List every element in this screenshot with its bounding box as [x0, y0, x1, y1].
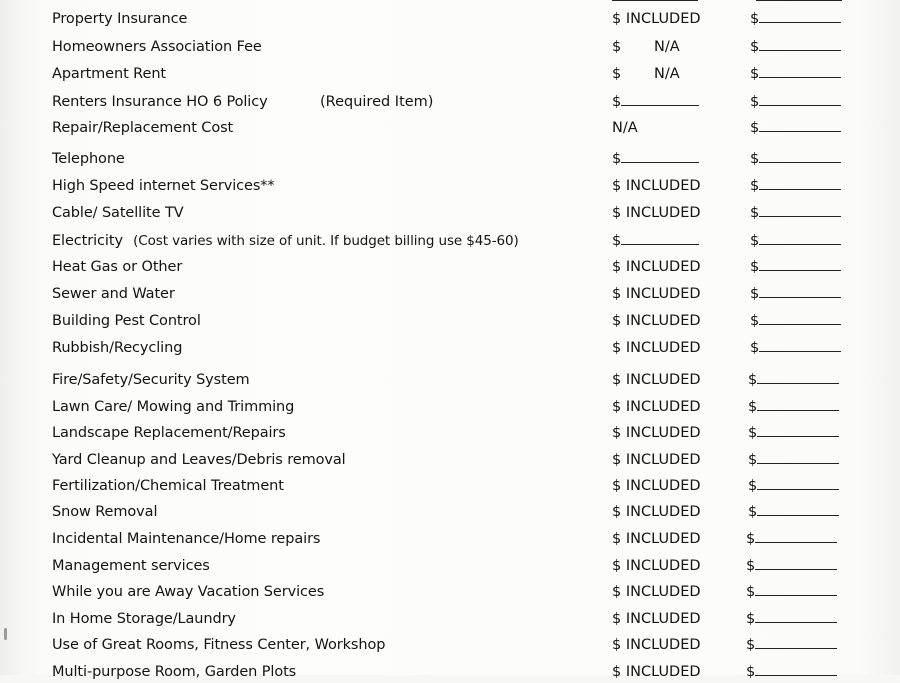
item-label	[52, 63, 166, 85]
your-cost	[748, 501, 839, 523]
item-label-text: Repair/Replacement Cost	[52, 120, 234, 136]
dollar-sign: $	[612, 39, 622, 55]
your-cost	[750, 91, 841, 113]
community-cost	[612, 422, 701, 444]
dollar-sign: $	[748, 372, 758, 388]
community-cost	[612, 36, 680, 58]
dollar-sign: $	[612, 425, 626, 441]
your-cost-blank-field[interactable]	[759, 175, 841, 190]
your-cost	[750, 8, 841, 30]
your-cost-blank-field[interactable]	[755, 528, 837, 543]
item-label	[52, 337, 182, 359]
community-cost	[612, 8, 701, 30]
dollar-sign: $	[612, 504, 626, 520]
dollar-sign: $	[612, 286, 626, 302]
dollar-sign: $	[612, 611, 626, 627]
dollar-sign: $	[750, 151, 760, 167]
your-cost-blank-field[interactable]	[759, 63, 841, 78]
community-cost	[612, 449, 701, 471]
dollar-sign: $	[750, 340, 760, 356]
your-cost-blank-field[interactable]	[757, 369, 839, 384]
item-label-text: Heat Gas or Other	[52, 259, 183, 275]
table-row	[0, 501, 900, 523]
dollar-sign: $	[612, 259, 626, 275]
table-row	[0, 256, 900, 278]
dollar-sign: $	[612, 478, 626, 494]
dollar-sign: $	[750, 178, 760, 194]
community-cost	[612, 256, 701, 278]
your-cost-blank-field[interactable]	[755, 581, 837, 596]
cost-value: N/A	[612, 120, 638, 136]
item-label	[52, 117, 233, 139]
your-cost-blank-field[interactable]	[757, 422, 839, 437]
table-row	[0, 528, 900, 550]
item-label	[52, 501, 157, 523]
your-cost	[750, 256, 841, 278]
your-cost-blank-field[interactable]	[759, 91, 841, 106]
your-cost-blank-field[interactable]	[759, 230, 841, 245]
item-label-text: High Speed internet Services**	[52, 178, 275, 194]
item-label-text: Telephone	[52, 151, 125, 167]
dollar-sign: $	[750, 286, 760, 302]
item-label	[52, 202, 184, 224]
your-cost-blank-field[interactable]	[757, 475, 839, 490]
cost-blank-field[interactable]	[621, 148, 699, 163]
table-row	[0, 581, 900, 603]
your-cost	[746, 634, 837, 656]
cost-value: INCLUDED	[625, 178, 701, 194]
table-row	[0, 475, 900, 497]
table-row	[0, 36, 900, 58]
item-label-text: Incidental Maintenance/Home repairs	[52, 531, 321, 547]
community-cost	[612, 117, 638, 139]
cost-value: INCLUDED	[625, 584, 701, 600]
community-cost	[612, 528, 701, 550]
item-label-text: Cable/ Satellite TV	[52, 205, 184, 221]
your-cost-blank-field[interactable]	[759, 310, 841, 325]
dollar-sign: $	[750, 94, 760, 110]
item-label	[52, 283, 175, 305]
item-label	[52, 256, 182, 278]
dollar-sign: $	[750, 120, 760, 136]
your-cost	[748, 475, 839, 497]
your-cost	[748, 396, 839, 418]
your-cost	[750, 230, 841, 252]
table-row	[0, 608, 900, 630]
cost-value: INCLUDED	[625, 11, 701, 27]
community-cost	[612, 337, 701, 359]
page-edge-mark	[4, 628, 7, 640]
item-label-text: Landscape Replacement/Repairs	[52, 425, 286, 441]
dollar-sign: $	[746, 611, 756, 627]
item-label-text: While you are Away Vacation Services	[52, 584, 325, 600]
community-cost	[612, 148, 699, 170]
dollar-sign: $	[612, 178, 626, 194]
community-cost	[612, 230, 699, 252]
item-label-text: Building Pest Control	[52, 313, 201, 329]
cut-off-your-cost-blank	[756, 0, 842, 1]
your-cost	[746, 528, 837, 550]
table-row	[0, 117, 900, 139]
cost-value: INCLUDED	[625, 340, 701, 356]
community-cost	[612, 91, 699, 113]
item-label-text: Sewer and Water	[52, 286, 175, 302]
item-label-text: Lawn Care/ Mowing and Trimming	[52, 399, 295, 415]
dollar-sign: $	[748, 425, 758, 441]
community-cost	[612, 175, 701, 197]
dollar-sign: $	[612, 372, 626, 388]
item-label-text: Homeowners Association Fee	[52, 39, 262, 55]
community-cost	[612, 501, 701, 523]
table-row	[0, 449, 900, 471]
cost-value: INCLUDED	[625, 611, 701, 627]
dollar-sign: $	[612, 205, 626, 221]
item-label-text: Snow Removal	[52, 504, 158, 520]
dollar-sign: $	[750, 313, 760, 329]
item-label-text: Management services	[52, 558, 210, 574]
your-cost-blank-field[interactable]	[759, 283, 841, 298]
item-label-text: Fertilization/Chemical Treatment	[52, 478, 284, 494]
required-note: (Required Item)	[320, 94, 434, 110]
table-row	[0, 634, 900, 656]
your-cost	[748, 422, 839, 444]
cost-value: INCLUDED	[625, 531, 701, 547]
item-label	[52, 175, 275, 197]
dollar-sign: $	[612, 584, 626, 600]
your-cost	[750, 310, 841, 332]
item-label	[52, 581, 324, 603]
your-cost-blank-field[interactable]	[755, 661, 837, 676]
item-label	[52, 634, 385, 656]
table-row	[0, 283, 900, 305]
your-cost	[750, 63, 841, 85]
community-cost	[612, 396, 701, 418]
item-label	[52, 555, 210, 577]
dollar-sign: $	[612, 233, 622, 249]
item-label	[52, 91, 268, 113]
item-inline-note: (Cost varies with size of unit. If budget billing use $45-60)	[128, 233, 519, 249]
dollar-sign: $	[612, 637, 626, 653]
your-cost-blank-field[interactable]	[759, 117, 841, 132]
your-cost-blank-field[interactable]	[755, 555, 837, 570]
table-row	[0, 422, 900, 444]
cost-value: N/A	[654, 66, 680, 82]
dollar-sign: $	[612, 399, 626, 415]
cost-value: INCLUDED	[625, 205, 701, 221]
cost-value: INCLUDED	[625, 399, 701, 415]
dollar-sign: $	[750, 66, 760, 82]
dollar-sign: $	[612, 664, 626, 680]
item-label-text: Use of Great Rooms, Fitness Center, Workshop	[52, 637, 386, 653]
dollar-sign: $	[746, 531, 756, 547]
table-row	[0, 148, 900, 170]
dollar-sign: $	[748, 504, 758, 520]
cost-value: INCLUDED	[625, 558, 701, 574]
dollar-sign: $	[748, 478, 758, 494]
table-row	[0, 310, 900, 332]
cost-value: INCLUDED	[625, 478, 701, 494]
your-cost	[750, 117, 841, 139]
dollar-sign: $	[750, 11, 760, 27]
item-label-text: Fire/Safety/Security System	[52, 372, 250, 388]
community-cost	[612, 608, 701, 630]
table-row	[0, 555, 900, 577]
item-label-text: Yard Cleanup and Leaves/Debris removal	[52, 452, 346, 468]
dollar-sign: $	[748, 452, 758, 468]
item-label-text: Renters Insurance HO 6 Policy	[52, 94, 268, 110]
item-label	[52, 528, 320, 550]
dollar-sign: $	[612, 531, 626, 547]
your-cost-blank-field[interactable]	[755, 634, 837, 649]
dollar-sign: $	[750, 233, 760, 249]
cut-off-cost-blank	[612, 0, 698, 1]
community-cost	[612, 310, 701, 332]
item-label-text: Electricity	[52, 233, 123, 249]
your-cost	[746, 581, 837, 603]
your-cost	[748, 369, 839, 391]
item-label	[52, 449, 346, 471]
dollar-sign: $	[746, 584, 756, 600]
item-label	[52, 310, 201, 332]
item-label	[52, 661, 296, 683]
dollar-sign: $	[750, 205, 760, 221]
community-cost	[612, 63, 680, 85]
table-row	[0, 175, 900, 197]
item-label	[52, 396, 294, 418]
item-label-text: Apartment Rent	[52, 66, 167, 82]
community-cost	[612, 634, 701, 656]
your-cost-blank-field[interactable]	[757, 449, 839, 464]
dollar-sign: $	[750, 259, 760, 275]
table-row	[0, 396, 900, 418]
dollar-sign: $	[746, 664, 756, 680]
community-cost	[612, 202, 701, 224]
item-label-text: In Home Storage/Laundry	[52, 611, 236, 627]
dollar-sign: $	[750, 39, 760, 55]
dollar-sign: $	[612, 151, 622, 167]
item-label	[52, 230, 519, 252]
your-cost	[748, 449, 839, 471]
dollar-sign: $	[746, 637, 756, 653]
dollar-sign: $	[612, 313, 626, 329]
cost-blank-field[interactable]	[621, 230, 699, 245]
dollar-sign: $	[612, 66, 622, 82]
your-cost-blank-field[interactable]	[759, 148, 841, 163]
table-row	[0, 661, 900, 683]
item-label-text: Multi-purpose Room, Garden Plots	[52, 664, 297, 680]
dollar-sign: $	[612, 452, 626, 468]
dollar-sign: $	[612, 94, 622, 110]
your-cost	[746, 555, 837, 577]
your-cost-blank-field[interactable]	[757, 396, 839, 411]
your-cost-blank-field[interactable]	[759, 36, 841, 51]
your-cost-blank-field[interactable]	[759, 337, 841, 352]
item-label-text: Property Insurance	[52, 11, 188, 27]
your-cost-blank-field[interactable]	[759, 202, 841, 217]
community-cost	[612, 369, 701, 391]
cost-value: INCLUDED	[625, 259, 701, 275]
cost-value: INCLUDED	[625, 313, 701, 329]
cost-value: INCLUDED	[625, 286, 701, 302]
item-label	[52, 608, 236, 630]
cost-value: INCLUDED	[625, 664, 701, 680]
cost-value: INCLUDED	[625, 637, 701, 653]
dollar-sign: $	[746, 558, 756, 574]
table-row	[0, 202, 900, 224]
your-cost-blank-field[interactable]	[755, 608, 837, 623]
your-cost	[750, 202, 841, 224]
item-label	[52, 475, 284, 497]
item-label	[52, 8, 187, 30]
dollar-sign: $	[612, 558, 626, 574]
cost-value: INCLUDED	[625, 452, 701, 468]
your-cost-blank-field[interactable]	[759, 8, 841, 23]
community-cost	[612, 555, 701, 577]
your-cost	[746, 608, 837, 630]
community-cost	[612, 475, 701, 497]
table-row	[0, 8, 900, 30]
your-cost	[750, 36, 841, 58]
dollar-sign: $	[748, 399, 758, 415]
community-cost	[612, 283, 701, 305]
community-cost	[612, 581, 701, 603]
your-cost	[750, 148, 841, 170]
item-label	[52, 369, 250, 391]
your-cost-blank-field[interactable]	[757, 501, 839, 516]
community-cost	[612, 661, 701, 683]
table-row	[0, 369, 900, 391]
your-cost	[750, 283, 841, 305]
cost-value: INCLUDED	[625, 372, 701, 388]
your-cost	[746, 661, 837, 683]
cost-value: INCLUDED	[625, 425, 701, 441]
dollar-sign: $	[612, 11, 626, 27]
item-label	[52, 36, 262, 58]
table-row	[0, 337, 900, 359]
item-label	[52, 422, 286, 444]
your-cost	[750, 337, 841, 359]
cost-value: N/A	[654, 39, 680, 55]
cost-value: INCLUDED	[625, 504, 701, 520]
cost-blank-field[interactable]	[621, 91, 699, 106]
table-row	[0, 230, 900, 252]
dollar-sign: $	[612, 340, 626, 356]
your-cost-blank-field[interactable]	[759, 256, 841, 271]
item-label-text: Rubbish/Recycling	[52, 340, 183, 356]
item-label	[52, 148, 125, 170]
table-row	[0, 63, 900, 85]
your-cost	[750, 175, 841, 197]
table-row	[0, 91, 900, 113]
